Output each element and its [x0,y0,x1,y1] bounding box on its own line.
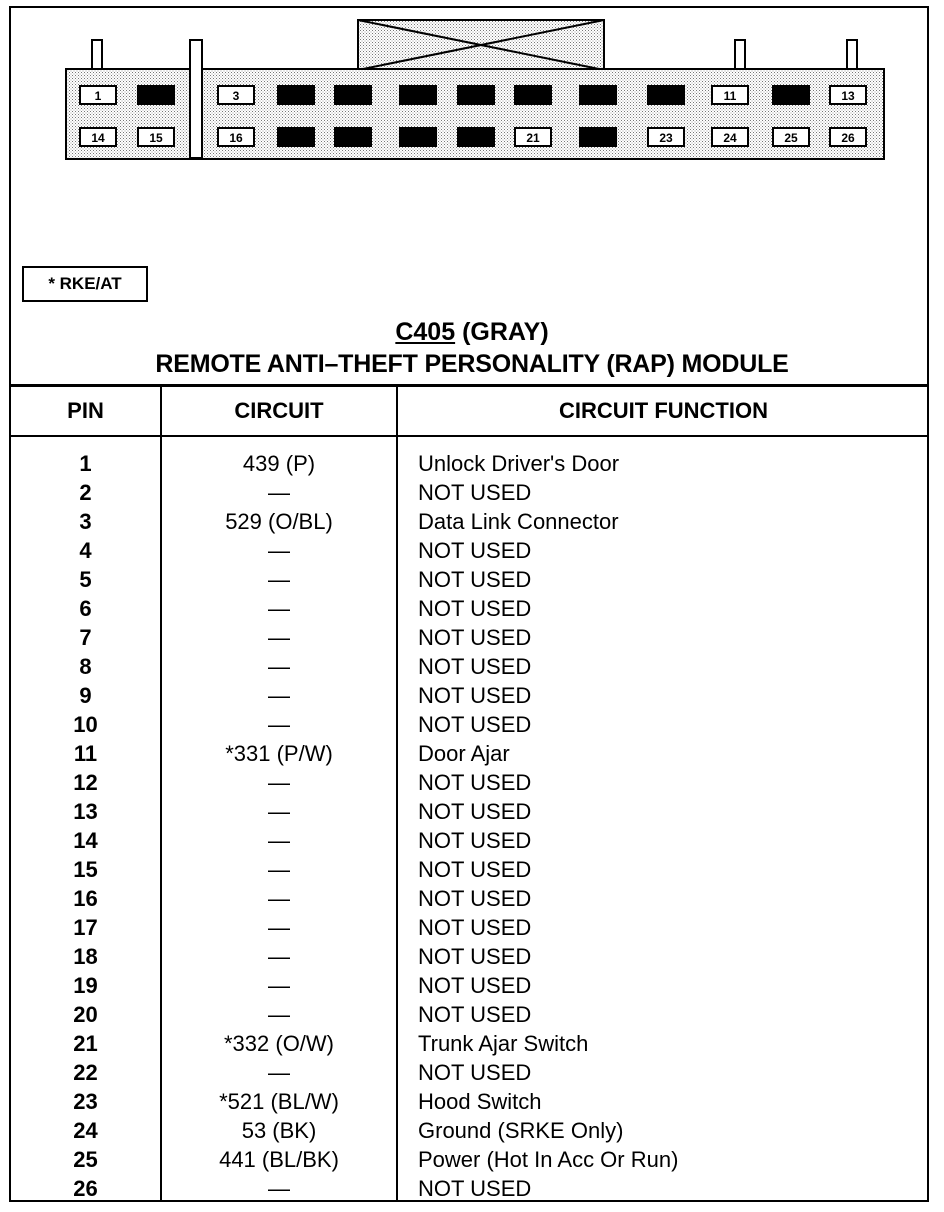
circuit-cell: — [268,625,290,650]
pin-cavity-filled [580,86,616,104]
function-cell: Door Ajar [418,741,510,766]
table-header-rule [9,435,929,437]
pin-cell: 5 [79,567,92,592]
table-row [0,565,944,594]
table-row [0,652,944,681]
function-cell: NOT USED [418,799,532,824]
circuit-cell: — [268,683,290,708]
pin-number-label: 3 [232,89,240,103]
circuit-cell: 53 (BK) [241,1118,317,1143]
table-row [0,826,944,855]
pin-number-label: 15 [149,131,163,145]
function-cell: NOT USED [418,944,532,969]
connector-post [735,40,745,70]
function-cell: Trunk Ajar Switch [418,1031,589,1056]
pin-cavity-filled [458,86,494,104]
table-row [0,1087,944,1116]
circuit-cell: — [268,770,290,795]
circuit-cell: — [268,712,290,737]
pin-cavity-filled [335,128,371,146]
header-circuit: CIRCUIT [234,398,324,423]
pin-cavity-filled [400,86,436,104]
function-cell: NOT USED [418,1060,532,1085]
pin-cavity-filled [515,86,551,104]
pin-cell: 14 [73,828,98,853]
pin-cell: 23 [73,1089,98,1114]
circuit-cell: — [268,857,290,882]
pin-cell: 15 [73,857,98,882]
circuit-cell: — [268,915,290,940]
circuit-cell: — [268,1060,290,1085]
table-row [0,507,944,536]
function-cell: NOT USED [418,1002,532,1027]
legend-rke-at: * RKE/AT [22,266,148,302]
function-cell: NOT USED [418,857,532,882]
circuit-cell: — [268,1176,290,1201]
table-row [0,884,944,913]
table-row [0,1058,944,1087]
pin-cell: 4 [79,538,92,563]
pin-cavity-filled [278,86,314,104]
pin-cavity-filled [400,128,436,146]
pin-cell: 18 [73,944,98,969]
circuit-cell: 441 (BL/BK) [219,1147,339,1172]
function-cell: NOT USED [418,538,532,563]
function-cell: NOT USED [418,770,532,795]
pin-cell: 24 [73,1118,98,1143]
table-row [0,594,944,623]
circuit-cell: *332 (O/W) [223,1031,335,1056]
connector-title [0,318,944,347]
function-cell: NOT USED [418,654,532,679]
table-row [0,623,944,652]
function-cell: Ground (SRKE Only) [418,1118,624,1143]
pin-cell: 13 [73,799,98,824]
pin-cavity-filled [648,86,684,104]
circuit-cell: — [268,596,290,621]
function-cell: NOT USED [418,625,532,650]
pin-cavity-filled [138,86,174,104]
pin-cell: 22 [73,1060,98,1085]
function-cell: NOT USED [418,886,532,911]
circuit-cell: — [268,886,290,911]
circuit-cell: — [268,567,290,592]
function-cell: Hood Switch [418,1089,542,1114]
pin-cell: 21 [73,1031,98,1056]
circuit-cell: — [268,654,290,679]
pin-cavity-filled [773,86,809,104]
pin-cell: 17 [73,915,98,940]
circuit-cell: 439 (P) [242,451,316,476]
function-cell: NOT USED [418,828,532,853]
function-cell: NOT USED [418,973,532,998]
pin-number-label: 25 [784,131,798,145]
circuit-cell: — [268,973,290,998]
pin-number-label: 13 [841,89,855,103]
circuit-cell: *521 (BL/W) [219,1089,339,1114]
pin-cell: 20 [73,1002,98,1027]
pin-cell: 12 [73,770,98,795]
pin-table-body [0,449,944,1203]
connector-color: (GRAY) [462,318,549,346]
pin-cell: 8 [79,654,92,679]
table-row [0,681,944,710]
circuit-cell: 529 (O/BL) [225,509,333,534]
function-cell: NOT USED [418,480,532,505]
table-row [0,855,944,884]
table-top-rule [9,384,929,387]
header-pin: PIN [67,398,104,423]
table-row [0,1174,944,1203]
table-row [0,739,944,768]
module-title: REMOTE ANTI–THEFT PERSONALITY (RAP) MODULE [155,350,789,378]
pin-cavity-filled [278,128,314,146]
pin-cell: 16 [73,886,98,911]
function-cell: Data Link Connector [418,509,619,534]
table-row [0,1000,944,1029]
connector-post [92,40,102,70]
table-row [0,710,944,739]
circuit-cell: — [268,538,290,563]
table-row [0,1116,944,1145]
function-cell: NOT USED [418,915,532,940]
circuit-cell: *331 (P/W) [225,741,333,766]
pin-cavity-filled [335,86,371,104]
circuit-cell: — [268,799,290,824]
function-cell: Power (Hot In Acc Or Run) [418,1147,679,1172]
pin-number-label: 16 [229,131,243,145]
table-row [0,942,944,971]
circuit-cell: — [268,1002,290,1027]
pin-cell: 19 [73,973,98,998]
table-row [0,478,944,507]
pin-cell: 3 [79,509,92,534]
pin-number-label: 24 [723,131,737,145]
pin-cell: 7 [79,625,92,650]
table-row [0,971,944,1000]
pin-number-label: 11 [723,89,737,103]
pin-number-label: 14 [91,131,105,145]
table-row [0,449,944,478]
connector-post [847,40,857,70]
function-cell: NOT USED [418,596,532,621]
pin-number-label: 21 [526,131,540,145]
table-row [0,1029,944,1058]
connector-id: C405 [395,318,456,346]
table-row [0,1145,944,1174]
pin-cavity-filled [580,128,616,146]
table-row [0,536,944,565]
table-row [0,913,944,942]
pin-cell: 10 [73,712,98,737]
circuit-cell: — [268,944,290,969]
pin-number-label: 26 [841,131,855,145]
pin-cavity-filled [458,128,494,146]
pin-cell: 6 [79,596,92,621]
circuit-cell: — [268,480,290,505]
header-circuit-function: CIRCUIT FUNCTION [559,398,768,423]
table-row [0,768,944,797]
pin-number-label: 23 [659,131,673,145]
function-cell: Unlock Driver's Door [418,451,620,476]
function-cell: NOT USED [418,1176,532,1201]
function-cell: NOT USED [418,567,532,592]
connector-key-rib [190,40,202,158]
table-row [0,797,944,826]
pin-cell: 26 [73,1176,98,1201]
function-cell: NOT USED [418,683,532,708]
pin-cell: 9 [79,683,92,708]
function-cell: NOT USED [418,712,532,737]
pin-number-label: 1 [94,89,102,103]
connector-face-drawing [0,0,944,170]
pin-cell: 25 [73,1147,98,1172]
pin-cell: 1 [79,451,92,476]
pin-cell: 2 [79,480,92,505]
pin-cell: 11 [73,741,98,766]
connector-latch [358,20,604,70]
circuit-cell: — [268,828,290,853]
